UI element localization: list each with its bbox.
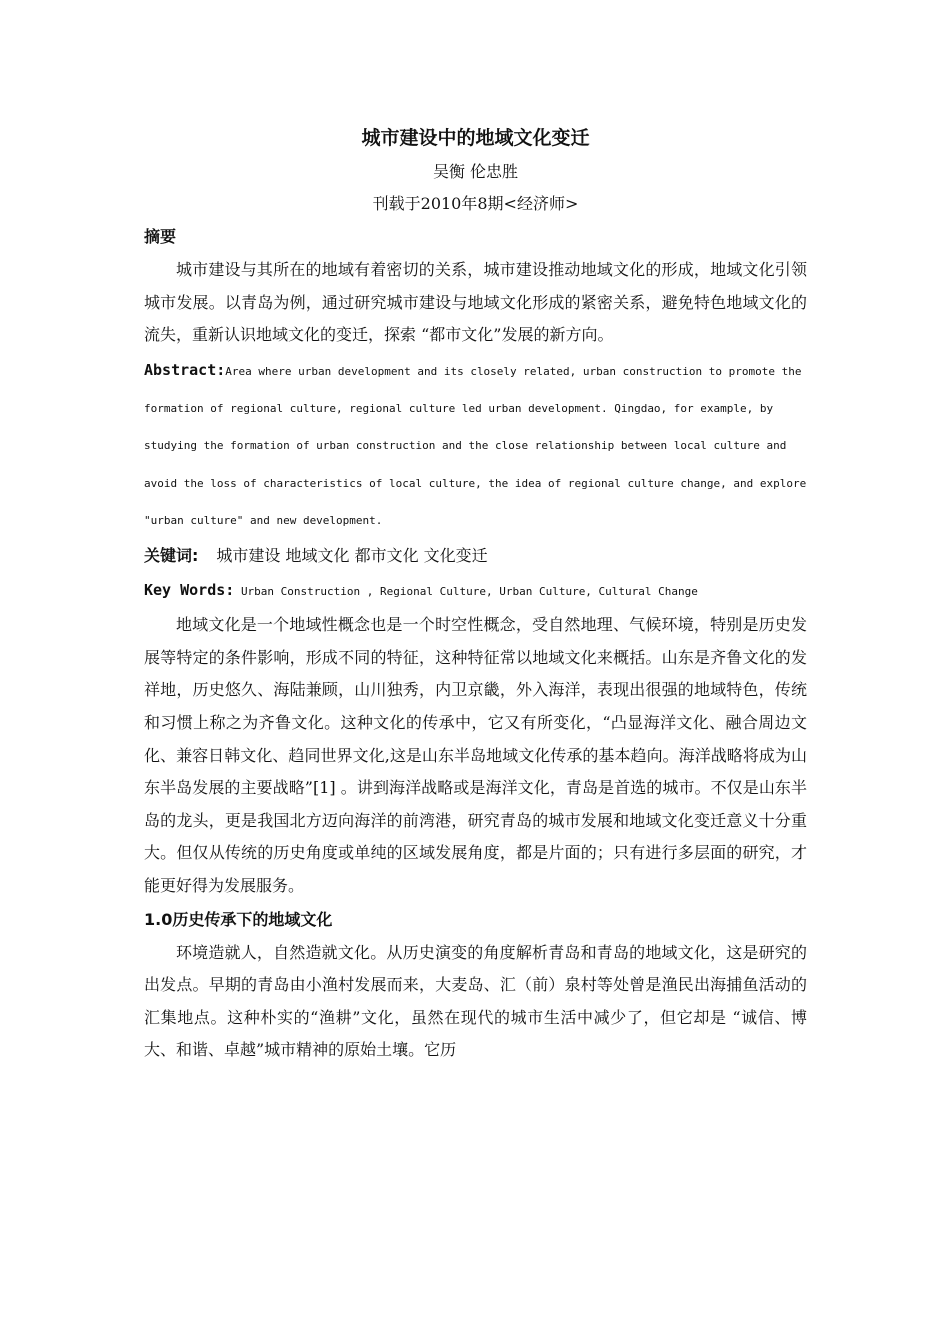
document-body xyxy=(144,120,807,1067)
keywords-label: 关键词: xyxy=(144,546,199,566)
section-1-heading: 1.0历史传承下的地域文化 xyxy=(144,909,333,929)
keywords-english xyxy=(144,573,807,609)
abstract-english-text: Area where urban development and its closely related, urban construction to promote the formation of regional culture, regional culture led urban development. Qingdao, for example, by studying the formation of urban construction and the close relationship between local culture and avoid the loss of characteristics of local culture, the idea of regional culture change, and explore "urban culture" and new development. xyxy=(144,364,807,527)
abstract-chinese: 城市建设与其所在的地域有着密切的关系，城市建设推动地域文化的形成，地域文化引领城市发展。以青岛为例，通过研究城市建设与地域文化形成的紧密关系，避免特色地域文化的流失，重新认识地域文化的变迁，探索 “都市文化”发展的新方向。 xyxy=(144,260,807,345)
section-1-paragraph: 环境造就人，自然造就文化。从历史演变的角度解析青岛和青岛的地域文化，这是研究的出发点。早期的青岛由小渔村发展而来，大麦岛、汇（前）泉村等处曾是渔民出海捕鱼活动的汇集地点。这种朴实的“渔耕”文化，虽然在现代的城市生活中减少了，但它却是 “诚信、博大、和谐、卓越”城市精神的原始土壤。它历 xyxy=(144,942,807,1060)
keywords-english-label: Key Words: xyxy=(144,581,235,600)
article-authors: 吴衡 伦忠胜 xyxy=(432,162,519,181)
intro-paragraph: 地域文化是一个地域性概念也是一个时空性概念，受自然地理、气候环境，特别是历史发展等特定的条件影响，形成不同的特征，这种特征常以地域文化来概括。山东是齐鲁文化的发祥地，历史悠久、海陆兼顾，山川独秀，内卫京畿，外入海洋，表现出很强的地域特色，传统和习惯上称之为齐鲁文化。这种文化的传承中，它又有所变化，“凸显海洋文化、融合周边文化、兼容日韩文化、趋同世界文化,这是山东半岛地域文化传承的基本趋向。海洋战略将成为山东半岛发展的主要战略”[1] 。讲到海洋战略或是海洋文化，青岛是首选的城市。不仅是山东半岛的龙头，更是我国北方迈向海洋的前湾港，研究青岛的城市发展和地域文化变迁意义十分重大。但仅从传统的历史角度或单纯的区域发展角度，都是片面的；只有进行多层面的研究，才能更好得为发展服务。 xyxy=(144,615,807,896)
abstract-english xyxy=(144,352,807,539)
publication-info: 刊载于2010年8期<经济师> xyxy=(372,194,579,213)
article-title: 城市建设中的地域文化变迁 xyxy=(361,127,590,149)
keywords-chinese xyxy=(144,539,807,573)
keywords-english-text: Urban Construction , Regional Culture, Urban Culture, Cultural Change xyxy=(240,585,698,599)
abstract-heading: 摘要 xyxy=(144,227,177,246)
keywords-text: 城市建设 地域文化 都市文化 文化变迁 xyxy=(216,546,488,566)
abstract-english-label: Abstract: xyxy=(144,360,226,379)
